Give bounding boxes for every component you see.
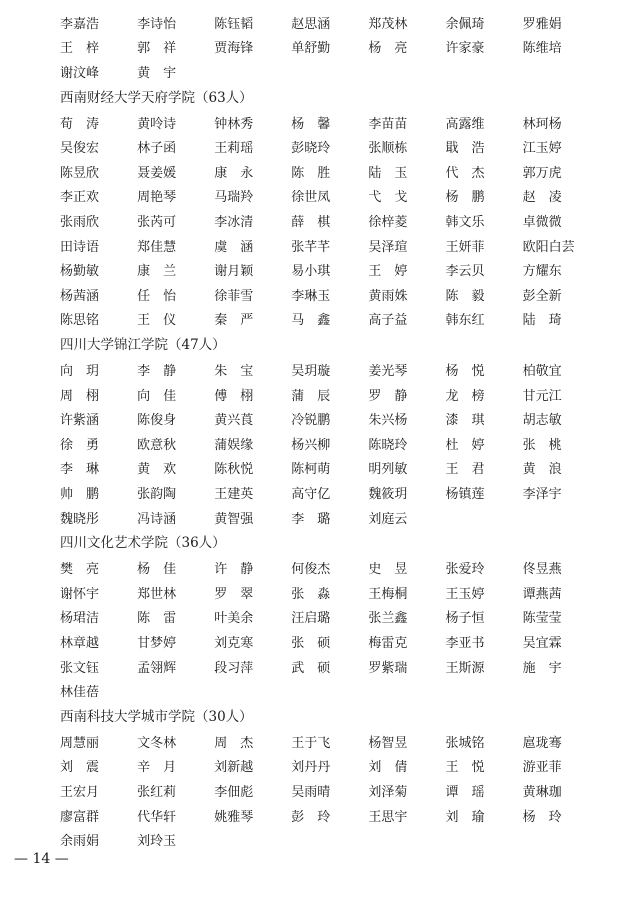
person-name: 康 兰 xyxy=(137,264,177,280)
name-row xyxy=(60,629,600,654)
person-name: 李嘉浩 xyxy=(60,16,100,32)
person-name: 赵 凌 xyxy=(522,190,562,206)
person-name: 彭 玲 xyxy=(291,809,331,825)
person-name: 漆 琪 xyxy=(445,413,485,429)
person-name: 杨镇莲 xyxy=(445,486,485,502)
person-name: 杨 亮 xyxy=(368,41,408,57)
person-name: 游亚菲 xyxy=(522,760,562,776)
person-name: 代华轩 xyxy=(137,809,177,825)
person-name: 单舒勤 xyxy=(291,41,331,57)
person-name: 樊 亮 xyxy=(60,562,100,578)
person-name: 郑世林 xyxy=(137,586,177,602)
person-name: 康 永 xyxy=(214,165,254,181)
person-name: 江玉婷 xyxy=(522,141,562,157)
person-name: 朱 宝 xyxy=(214,363,254,379)
name-row xyxy=(60,382,600,407)
name-row xyxy=(60,580,600,605)
person-name: 谢汶峰 xyxy=(60,65,100,81)
person-name: 胡志敏 xyxy=(522,413,562,429)
person-name: 赵思涵 xyxy=(291,16,331,32)
name-row xyxy=(60,233,600,258)
name-row xyxy=(60,35,600,60)
person-name: 李云贝 xyxy=(445,264,485,280)
person-name: 张雨欣 xyxy=(60,214,100,230)
person-name: 杨子恒 xyxy=(445,611,485,627)
person-name: 田诗语 xyxy=(60,239,100,255)
person-name: 欧意秋 xyxy=(137,437,177,453)
person-name: 向 玥 xyxy=(60,363,100,379)
person-name: 许家豪 xyxy=(445,41,485,57)
person-name: 张红莉 xyxy=(137,784,177,800)
person-name: 黄 浪 xyxy=(522,462,562,478)
section-name-list xyxy=(60,357,600,529)
person-name: 姚雅琴 xyxy=(214,809,254,825)
person-name: 刘新越 xyxy=(214,760,254,776)
person-name: 徐世凤 xyxy=(291,190,331,206)
person-name: 卓微微 xyxy=(522,214,562,230)
person-name: 甘元江 xyxy=(522,388,562,404)
person-name: 陈昱欣 xyxy=(60,165,100,181)
name-row xyxy=(60,605,600,630)
person-name: 弋 戈 xyxy=(368,190,408,206)
person-name: 杨珺洁 xyxy=(60,611,100,627)
section-title: 西南科技大学城市学院（30人） xyxy=(60,709,253,725)
person-name: 王斯源 xyxy=(445,660,485,676)
name-row xyxy=(60,678,600,703)
person-name: 林珂杨 xyxy=(522,116,562,132)
section-title: 西南财经大学天府学院（63人） xyxy=(60,89,253,106)
name-row xyxy=(60,431,600,456)
person-name: 任 怡 xyxy=(137,288,177,304)
person-name: 黄呤诗 xyxy=(137,116,177,132)
person-name: 吴玥璇 xyxy=(291,363,331,379)
person-name: 王 梓 xyxy=(60,41,100,57)
person-name: 李正欢 xyxy=(60,190,100,206)
person-name: 傅 栩 xyxy=(214,388,254,404)
person-name: 许紫涵 xyxy=(60,413,100,429)
person-name: 黄 欢 xyxy=(137,462,177,478)
section-title: 四川大学锦江学院（47人） xyxy=(60,337,226,354)
person-name: 廖富群 xyxy=(60,809,100,825)
person-name: 张顺栋 xyxy=(368,141,408,157)
person-name: 周艳琴 xyxy=(137,190,177,206)
person-name: 明列敏 xyxy=(368,462,408,478)
person-name: 叶美余 xyxy=(214,611,254,627)
person-name: 吴宜霖 xyxy=(522,635,562,651)
person-name: 戢 浩 xyxy=(445,141,485,157)
person-name: 谢月颖 xyxy=(214,264,254,280)
person-name: 徐 勇 xyxy=(60,437,100,453)
person-name: 朱兴杨 xyxy=(368,413,408,429)
person-name: 史 昱 xyxy=(368,562,408,578)
person-name: 谢怀宇 xyxy=(60,586,100,602)
person-name: 黄雨姝 xyxy=(368,288,408,304)
person-name: 王思宇 xyxy=(368,809,408,825)
person-name: 钟林秀 xyxy=(214,116,254,132)
person-name: 李冰清 xyxy=(214,214,254,230)
person-name: 王于飞 xyxy=(291,735,331,751)
person-name: 陈莹莹 xyxy=(522,611,562,627)
person-name: 代 杰 xyxy=(445,165,485,181)
person-name: 陈 雷 xyxy=(137,611,177,627)
person-name: 陈 胜 xyxy=(291,165,331,181)
person-name: 韩东红 xyxy=(445,313,485,329)
person-name: 聂姜媛 xyxy=(137,165,177,181)
name-row xyxy=(60,307,600,332)
person-name: 王 君 xyxy=(445,462,485,478)
person-name: 郑茂林 xyxy=(368,16,408,32)
person-name: 陈维培 xyxy=(522,41,562,57)
name-row xyxy=(60,282,600,307)
person-name: 吴雨晴 xyxy=(291,784,331,800)
person-name: 辛 月 xyxy=(137,760,177,776)
person-name: 陈钰韬 xyxy=(214,16,254,32)
person-name: 余佩琦 xyxy=(445,16,485,32)
person-name: 刘 倩 xyxy=(368,760,408,776)
person-name: 周慧丽 xyxy=(60,735,100,751)
person-name: 甘梦婷 xyxy=(137,635,177,651)
person-name: 郭万虎 xyxy=(522,165,562,181)
name-row xyxy=(60,134,600,159)
continued-name-list xyxy=(60,10,600,84)
person-name: 王 仪 xyxy=(137,313,177,329)
person-name: 李 琳 xyxy=(60,462,100,478)
person-name: 谭 瑶 xyxy=(445,784,485,800)
person-name: 欧阳白芸 xyxy=(522,239,575,255)
person-name: 罗 静 xyxy=(368,388,408,404)
person-name: 荀 涛 xyxy=(60,116,100,132)
person-name: 杨智昱 xyxy=(368,735,408,751)
person-name: 刘 瑜 xyxy=(445,809,485,825)
person-name: 李 璐 xyxy=(291,511,331,527)
person-name: 文冬林 xyxy=(137,735,177,751)
page-number: — 14 — xyxy=(14,851,69,867)
name-row xyxy=(60,208,600,233)
person-name: 李 静 xyxy=(137,363,177,379)
person-name: 方耀东 xyxy=(522,264,562,280)
name-row xyxy=(60,257,600,282)
person-name: 刘玲玉 xyxy=(137,834,177,850)
name-row xyxy=(60,110,600,135)
person-name: 李苗苗 xyxy=(368,116,408,132)
person-name: 虞 涵 xyxy=(214,239,254,255)
person-name: 周 杰 xyxy=(214,735,254,751)
person-name: 杨 悦 xyxy=(445,363,485,379)
name-row xyxy=(60,654,600,679)
person-name: 何俊杰 xyxy=(291,562,331,578)
person-name: 杨 佳 xyxy=(137,562,177,578)
person-name: 冯诗涵 xyxy=(137,511,177,527)
person-name: 龙 榜 xyxy=(445,388,485,404)
person-name: 高子益 xyxy=(368,313,408,329)
person-name: 谭燕茜 xyxy=(522,586,562,602)
person-name: 刘丹丹 xyxy=(291,760,331,776)
name-row xyxy=(60,456,600,481)
person-name: 罗 翠 xyxy=(214,586,254,602)
person-name: 王莉瑶 xyxy=(214,141,254,157)
person-name: 郭 祥 xyxy=(137,41,177,57)
person-name: 魏筱玥 xyxy=(368,486,408,502)
person-name: 王玉婷 xyxy=(445,586,485,602)
person-name: 黄智强 xyxy=(214,511,254,527)
section-title: 四川文化艺术学院（36人） xyxy=(60,535,226,552)
person-name: 武 硕 xyxy=(291,660,331,676)
person-name: 张芮可 xyxy=(137,214,177,230)
person-name: 杨 鹏 xyxy=(445,190,485,206)
person-name: 林章越 xyxy=(60,635,100,651)
name-row xyxy=(60,778,600,803)
section-name-list xyxy=(60,110,600,331)
person-name: 马 鑫 xyxy=(291,313,331,329)
person-name: 张文钰 xyxy=(60,660,100,676)
person-name: 薛 棋 xyxy=(291,214,331,230)
person-name: 魏晓彤 xyxy=(60,511,100,527)
person-name: 张韵陶 xyxy=(137,486,177,502)
person-name: 张芊芊 xyxy=(291,239,331,255)
person-name: 刘克寒 xyxy=(214,635,254,651)
name-row xyxy=(60,555,600,580)
person-name: 李琳玉 xyxy=(291,288,331,304)
section-name-list xyxy=(60,555,600,703)
person-name: 韩文乐 xyxy=(445,214,485,230)
person-name: 刘庭云 xyxy=(368,511,408,527)
person-name: 王宏月 xyxy=(60,784,100,800)
person-name: 孟翎辉 xyxy=(137,660,177,676)
person-name: 张 桃 xyxy=(522,437,562,453)
person-name: 罗雅娟 xyxy=(522,16,562,32)
person-name: 黄兴莨 xyxy=(214,413,254,429)
person-name: 蒲娱缘 xyxy=(214,437,254,453)
person-name: 彭晓玲 xyxy=(291,141,331,157)
person-name: 罗紫瑞 xyxy=(368,660,408,676)
person-name: 吴俊宏 xyxy=(60,141,100,157)
person-name: 刘 震 xyxy=(60,760,100,776)
person-name: 柏敬宜 xyxy=(522,363,562,379)
person-name: 姜光琴 xyxy=(368,363,408,379)
person-name: 梅雷克 xyxy=(368,635,408,651)
person-name: 佟昱燕 xyxy=(522,562,562,578)
name-row xyxy=(60,803,600,828)
person-name: 张兰鑫 xyxy=(368,611,408,627)
person-name: 陈秋悦 xyxy=(214,462,254,478)
person-name: 蒲 辰 xyxy=(291,388,331,404)
person-name: 扈珑骞 xyxy=(522,735,562,751)
person-name: 李泽宇 xyxy=(522,486,562,502)
person-name: 李亚书 xyxy=(445,635,485,651)
person-name: 段习萍 xyxy=(214,660,254,676)
person-name: 陈 毅 xyxy=(445,288,485,304)
person-name: 李诗怡 xyxy=(137,16,177,32)
person-name: 王妍菲 xyxy=(445,239,485,255)
person-name: 王建英 xyxy=(214,486,254,502)
person-name: 刘泽菊 xyxy=(368,784,408,800)
person-name: 陈柯萌 xyxy=(291,462,331,478)
person-name: 施 宇 xyxy=(522,660,562,676)
person-name: 杨勤敏 xyxy=(60,264,100,280)
name-row xyxy=(60,59,600,84)
person-name: 彭全新 xyxy=(522,288,562,304)
person-name: 王 婷 xyxy=(368,264,408,280)
person-name: 杨 馨 xyxy=(291,116,331,132)
name-row xyxy=(60,357,600,382)
person-name: 冷锐鹏 xyxy=(291,413,331,429)
person-name: 高露维 xyxy=(445,116,485,132)
person-name: 王 悦 xyxy=(445,760,485,776)
name-row xyxy=(60,10,600,35)
person-name: 帅 鹏 xyxy=(60,486,100,502)
name-row xyxy=(60,159,600,184)
person-name: 张 硕 xyxy=(291,635,331,651)
person-name: 汪启璐 xyxy=(291,611,331,627)
name-row xyxy=(60,754,600,779)
person-name: 林子函 xyxy=(137,141,177,157)
person-name: 秦 严 xyxy=(214,313,254,329)
person-name: 陆 玉 xyxy=(368,165,408,181)
person-name: 张爱玲 xyxy=(445,562,485,578)
name-row xyxy=(60,184,600,209)
person-name: 陈俊身 xyxy=(137,413,177,429)
person-name: 杨 玲 xyxy=(522,809,562,825)
person-name: 高守亿 xyxy=(291,486,331,502)
person-name: 黄 宇 xyxy=(137,65,177,81)
person-name: 陈晓玲 xyxy=(368,437,408,453)
name-row xyxy=(60,505,600,530)
person-name: 徐梓菱 xyxy=(368,214,408,230)
person-name: 陈思铭 xyxy=(60,313,100,329)
person-name: 易小琪 xyxy=(291,264,331,280)
person-name: 李佃彪 xyxy=(214,784,254,800)
person-name: 贾海锋 xyxy=(214,41,254,57)
person-name: 郑佳慧 xyxy=(137,239,177,255)
person-name: 余雨娟 xyxy=(60,834,100,850)
person-name: 林佳蓓 xyxy=(60,685,100,701)
name-row xyxy=(60,729,600,754)
person-name: 向 佳 xyxy=(137,388,177,404)
person-name: 吴泽瑄 xyxy=(368,239,408,255)
person-name: 陆 琦 xyxy=(522,313,562,329)
name-row xyxy=(60,406,600,431)
person-name: 杜 婷 xyxy=(445,437,485,453)
person-name: 王梅桐 xyxy=(368,586,408,602)
person-name: 杨兴柳 xyxy=(291,437,331,453)
person-name: 徐菲雪 xyxy=(214,288,254,304)
person-name: 张城铭 xyxy=(445,735,485,751)
person-name: 许 静 xyxy=(214,562,254,578)
person-name: 黄琳珈 xyxy=(522,784,562,800)
name-row xyxy=(60,827,600,852)
person-name: 马瑞羚 xyxy=(214,190,254,206)
person-name: 周 栩 xyxy=(60,388,100,404)
section-name-list xyxy=(60,729,600,852)
name-row xyxy=(60,480,600,505)
person-name: 张 淼 xyxy=(291,586,331,602)
person-name: 杨茜涵 xyxy=(60,288,100,304)
